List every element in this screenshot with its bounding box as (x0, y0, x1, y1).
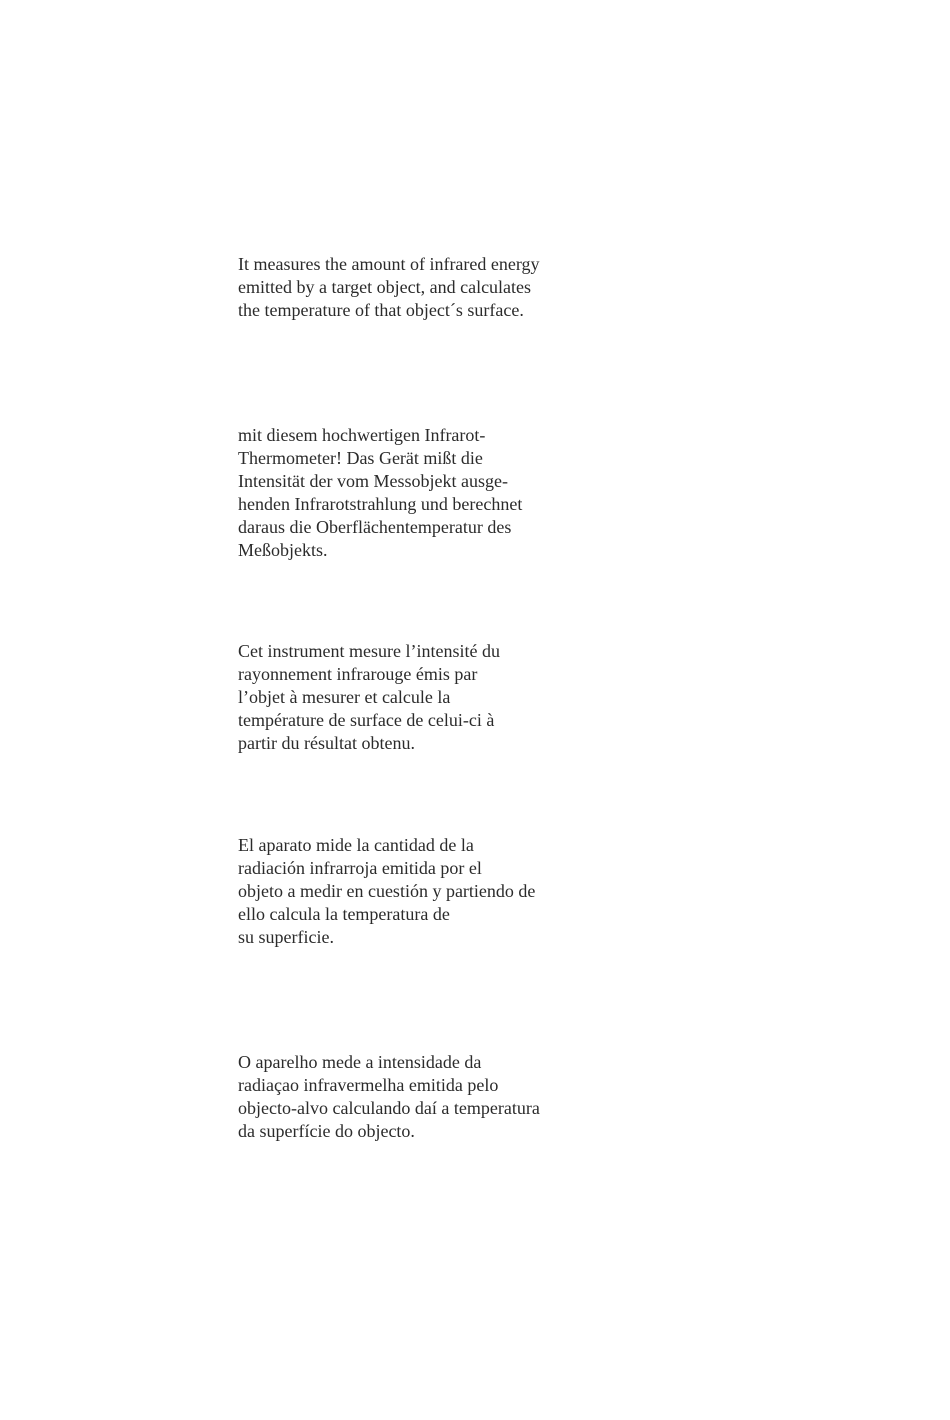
text-line: Intensität der vom Messobjekt ausge- (238, 471, 508, 491)
text-line: su superficie. (238, 927, 334, 947)
text-line: emitted by a target object, and calculates (238, 277, 532, 297)
paragraph-german (238, 424, 578, 562)
paragraph-portuguese (238, 1051, 578, 1143)
text-line: radiaçao infravermelha emitida pelo (238, 1075, 499, 1095)
paragraph-spanish (238, 834, 578, 949)
text-line: partir du résultat obtenu. (238, 733, 415, 753)
paragraph-english (238, 253, 578, 322)
text-line: objecto-alvo calculando daí a temperatura (238, 1098, 540, 1118)
text-line: the temperature of that object´s surface. (238, 300, 524, 320)
text-line: radiación infrarroja emitida por el (238, 858, 482, 878)
text-line: mit diesem hochwertigen Infrarot- (238, 425, 486, 445)
text-line: objeto a medir en cuestión y partiendo de (238, 881, 536, 901)
text-line: Meßobjekts. (238, 540, 328, 560)
text-line: da superfície do objecto. (238, 1121, 415, 1141)
text-line: El aparato mide la cantidad de la (238, 835, 474, 855)
text-line: l’objet à mesurer et calcule la (238, 687, 451, 707)
text-line: rayonnement infrarouge émis par (238, 664, 478, 684)
text-line: henden Infrarotstrahlung und berechnet (238, 494, 523, 514)
text-line: O aparelho mede a intensidade da (238, 1052, 482, 1072)
text-line: ello calcula la temperatura de (238, 904, 450, 924)
text-line: température de surface de celui-ci à (238, 710, 495, 730)
text-line: Thermometer! Das Gerät mißt die (238, 448, 483, 468)
text-line: Cet instrument mesure l’intensité du (238, 641, 500, 661)
paragraph-french (238, 640, 578, 755)
text-line: It measures the amount of infrared energy (238, 254, 540, 274)
text-line: daraus die Oberflächentemperatur des (238, 517, 512, 537)
